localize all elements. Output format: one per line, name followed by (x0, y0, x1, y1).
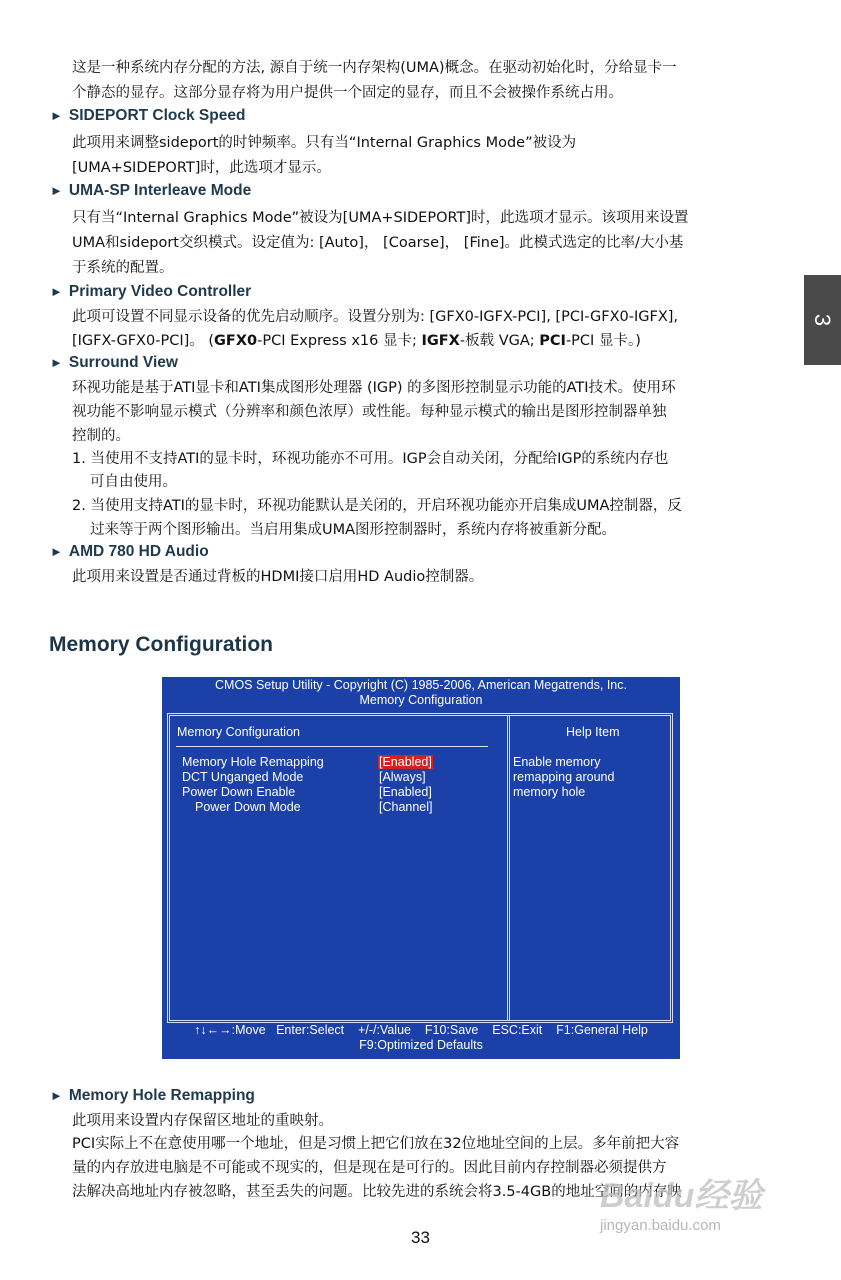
memory-hole-line-2: PCI实际上不在意使用哪一个地址，但是习惯上把它们放在32位地址空间的上层。多年前把大容 (72, 1136, 680, 1152)
surround-line-1: 环视功能是基于ATI显卡和ATI集成图形处理器 (IGP) 的多图形控制显示功能的ATI技术。使用环 (72, 380, 676, 396)
sideport-clock-line-1: 此项用来调整sideport的时钟频率。只有当“Internal Graphics Mode”被设为 (72, 135, 577, 151)
surround-item-1-line-1: 1. 当使用不支持ATI的显卡时，环视功能亦不可用。IGP会自动关闭，分配给IGP的系统内存也 (72, 451, 669, 467)
bullet-arrow-icon: ► (50, 1088, 63, 1103)
surround-item-2-line-2: 过来等于两个图形输出。当启用集成UMA图形控制器时，系统内存将被重新分配。 (90, 522, 617, 538)
bios-value-power-down-mode[interactable]: [Channel] (379, 800, 433, 814)
uma-sp-heading: ► UMA-SP Interleave Mode (50, 182, 252, 199)
bios-item-power-down-enable[interactable]: Power Down Enable (182, 785, 296, 799)
memory-hole-line-3: 量的内存放进电脑是不可能或不现实的，但是现在是可行的。因此目前内存控制器必须提供方 (72, 1160, 667, 1176)
uma-sp-line-1: 只有当“Internal Graphics Mode”被设为[UMA+SIDEPORT]时，此选项才显示。该项用来设置 (72, 210, 689, 226)
bios-value-memory-hole-remapping[interactable]: [Enabled] (379, 755, 432, 769)
bios-value-power-down-enable[interactable]: [Enabled] (379, 785, 432, 799)
baidu-watermark: Baidu经验 jingyan.baidu.com (600, 1177, 763, 1234)
primary-video-line-2: [IGFX-GFX0-PCI]。 (GFX0-PCI Express x16 显卡; IGFX-板载 VGA; PCI-PCI 显卡。) (72, 333, 641, 349)
bios-title-page: Memory Configuration (359, 693, 483, 707)
memory-hole-heading: ► Memory Hole Remapping (50, 1087, 255, 1104)
primary-video-heading: ► Primary Video Controller (50, 283, 252, 300)
intro-line-1: 这是一种系统内存分配的方法, 源自于统一内存架构(UMA)概念。在驱动初始化时，分给显卡一 (72, 60, 677, 76)
bios-help-line-2: remapping around (513, 770, 615, 784)
bios-panel-title: Memory Configuration (177, 725, 300, 739)
bios-item-memory-hole-remapping[interactable]: Memory Hole Remapping (182, 755, 324, 769)
bullet-arrow-icon: ► (50, 284, 63, 299)
sideport-clock-heading: ► SIDEPORT Clock Speed (50, 107, 246, 124)
section-title: Memory Configuration (49, 633, 273, 656)
surround-line-3: 控制的。 (72, 428, 130, 444)
bios-title-copyright: CMOS Setup Utility - Copyright (C) 1985-2006, American Megatrends, Inc. (215, 678, 627, 692)
hd-audio-heading: ► AMD 780 HD Audio (50, 543, 209, 560)
uma-sp-line-3: 于系统的配置。 (72, 260, 174, 276)
bios-help-title: Help Item (566, 725, 620, 739)
page-number: 33 (411, 1228, 430, 1247)
bullet-arrow-icon: ► (50, 108, 63, 123)
bios-help-line-1: Enable memory (513, 755, 601, 769)
primary-video-line-1: 此项可设置不同显示设备的优先启动顺序。设置分别为: [GFX0-IGFX-PCI], [PCI-GFX0-IGFX], (72, 309, 679, 325)
surround-line-2: 视功能不影响显示模式（分辨率和颜色浓厚）或性能。每种显示模式的输出是图形控制器单独 (72, 404, 667, 420)
surround-item-1-line-2: 可自由使用。 (90, 474, 177, 490)
bios-left-rule (176, 746, 488, 747)
surround-view-heading: ► Surround View (50, 354, 178, 371)
bios-value-dct-unganged-mode[interactable]: [Always] (379, 770, 426, 784)
bullet-arrow-icon: ► (50, 355, 63, 370)
memory-hole-line-1: 此项用来设置内存保留区地址的重映射。 (72, 1113, 333, 1129)
uma-sp-line-2: UMA和sideport交织模式。设定值为: [Auto]， [Coarse]， [Fine]。此模式选定的比率/大小基 (72, 235, 684, 251)
bios-help-line-3: memory hole (513, 785, 586, 799)
bios-item-power-down-mode[interactable]: Power Down Mode (195, 800, 301, 814)
bios-item-dct-unganged-mode[interactable]: DCT Unganged Mode (182, 770, 304, 784)
bullet-arrow-icon: ► (50, 544, 63, 559)
memory-hole-line-4: 法解决高地址内存被忽略，甚至丢失的问题。比较先进的系统会将3.5-4GB的地址空间的内存映 (72, 1184, 682, 1200)
bios-footer-keys: ↑↓←→:Move Enter:Select +/-/:Value F10:Save ESC:Exit F1:General Help (194, 1023, 648, 1037)
intro-line-2: 个静态的显存。这部分显存将为用户提供一个固定的显存，而且不会被操作系统占用。 (72, 85, 623, 101)
bios-screen (162, 677, 680, 1059)
bullet-arrow-icon: ► (50, 183, 63, 198)
surround-item-2-line-1: 2. 当使用支持ATI的显卡时，环视功能默认是关闭的，开启环视功能亦开启集成UMA控制器，反 (72, 498, 682, 514)
bios-divider (507, 716, 510, 1020)
bios-main-frame (167, 713, 673, 1023)
chapter-tab: 3 (804, 275, 841, 365)
sideport-clock-line-2: [UMA+SIDEPORT]时，此选项才显示。 (72, 160, 331, 176)
bios-footer-defaults: F9:Optimized Defaults (359, 1038, 483, 1052)
hd-audio-line-1: 此项用来设置是否通过背板的HDMI接口启用HD Audio控制器。 (72, 569, 484, 585)
